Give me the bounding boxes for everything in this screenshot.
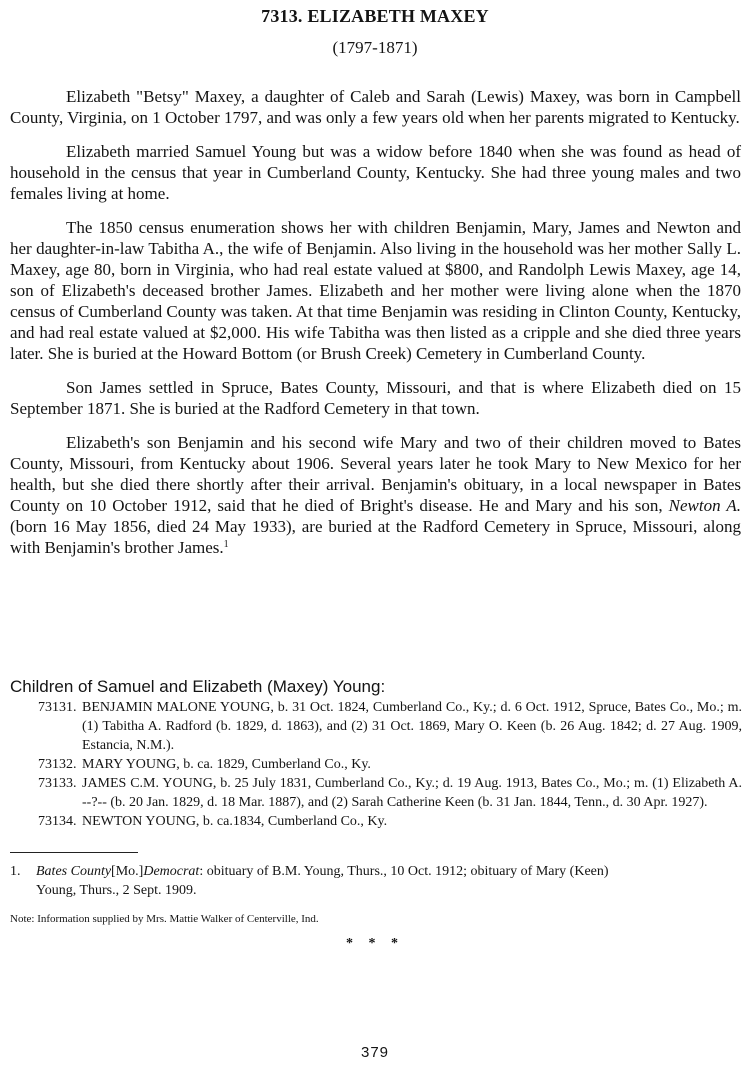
paragraph: Elizabeth married Samuel Young but was a widow before 1840 when she was found as head of household in the census that year in Cumberland County, Kentucky. She had three young males and two females living at home. <box>10 142 741 203</box>
source-note: Note: Information supplied by Mrs. Mattie Walker of Centerville, Ind. <box>10 913 319 925</box>
footnote-source: Bates County <box>36 864 112 879</box>
footnote-source-name: Democrat <box>143 864 200 879</box>
child-details: MARY YOUNG, b. ca. 1829, Cumberland Co., Ky. <box>82 757 371 772</box>
footnote-divider <box>10 852 138 853</box>
children-list <box>38 698 742 831</box>
footnote-number: 1. <box>10 864 21 879</box>
child-details: JAMES C.M. YOUNG, b. 25 July 1831, Cumberland Co., Ky.; d. 19 Aug. 1913, Bates Co., Mo.; m. (1) Elizabeth A. --?-- (b. 20 Jan. 1829, d. 18 Mar. 1887), and (2) Sarah Catherine Keen (b. 31 Jan. 1844, Tenn., d. 30 Apr. 1927). <box>82 776 742 810</box>
child-number: 73131. <box>38 700 77 715</box>
child-details: BENJAMIN MALONE YOUNG, b. 31 Oct. 1824, Cumberland Co., Ky.; d. 6 Oct. 1912, Spruce, Bates Co., Mo.; m. (1) Tabitha A. Radford (b. 1829, d. 1863), and (2) 31 Oct. 1869, Mary O. Keen (b. 26 Aug. 1842; d. 27 Aug. 1909, Estancia, N.M.). <box>82 700 742 753</box>
child-number: 73132. <box>38 757 77 772</box>
list-item <box>38 698 742 755</box>
paragraph: Elizabeth "Betsy" Maxey, a daughter of Caleb and Sarah (Lewis) Maxey, was born in Campbell County, Virginia, on 1 October 1797, and was only a few years old when her parents migrated to Kentucky. <box>10 87 741 127</box>
paragraph <box>10 432 741 558</box>
child-details: NEWTON YOUNG, b. ca.1834, Cumberland Co., Ky. <box>82 814 388 829</box>
paragraph-text: Elizabeth's son Benjamin and his second wife Mary and two of their children moved to Bates County, Missouri, from Kentucky about 1906. Several years later he took Mary to New Mexico for her health, but she died there shortly after their arrival. Benjamin's obituary, in a local newspaper in Bates County on 10 October 1912, said that he died of Bright's disease. He and Mary and his son, <box>10 433 741 515</box>
child-number: 73133. <box>38 776 77 791</box>
footnote <box>10 862 741 900</box>
page-title: 7313. ELIZABETH MAXEY <box>261 6 489 26</box>
section-separator: * * * <box>346 936 404 951</box>
list-item <box>38 755 742 774</box>
footnote-text: : obituary of B.M. Young, Thurs., 10 Oct. 1912; obituary of Mary (Keen) <box>199 864 609 879</box>
page-number: 379 <box>360 1044 390 1061</box>
footnote-source-place: [Mo.] <box>111 864 144 879</box>
life-dates: (1797-1871) <box>332 38 418 57</box>
footnote-continuation: Young, Thurs., 2 Sept. 1909. <box>36 883 197 898</box>
list-item <box>38 812 742 831</box>
paragraph: Son James settled in Spruce, Bates County, Missouri, and that is where Elizabeth died on 15 September 1871. She is buried at the Radford Cemetery in that town. <box>10 378 741 418</box>
paragraph: The 1850 census enumeration shows her with children Benjamin, Mary, James and Newton and her daughter-in-law Tabitha A., the wife of Benjamin. Also living in the household was her mother Sally L. Maxey, age 80, born in Virginia, who had real estate valued at $800, and Randolph Lewis Maxey, age 14, son of Elizabeth's deceased brother James. Elizabeth and her mother were living alone when the 1870 census of Cumberland County was taken. At that time Benjamin was residing in Clinton County, Kentucky, and had real estate valued at $2,000. His wife Tabitha was then listed as a cripple and she died three years later. She is buried at the Howard Bottom (or Brush Creek) Cemetery in Cumberland County. <box>10 218 741 363</box>
footnote-line <box>10 862 741 881</box>
paragraph-text: (born 16 May 1856, died 24 May 1933), are buried at the Radford Cemetery in Spruce, Missouri, along with Benjamin's brother James. <box>10 517 741 557</box>
child-number: 73134. <box>38 814 77 829</box>
biography-text <box>10 86 741 571</box>
list-item <box>38 774 742 812</box>
children-heading: Children of Samuel and Elizabeth (Maxey) Young: <box>10 677 386 696</box>
italic-name: Newton A. <box>668 496 741 515</box>
footnote-mark: 1 <box>223 539 229 550</box>
